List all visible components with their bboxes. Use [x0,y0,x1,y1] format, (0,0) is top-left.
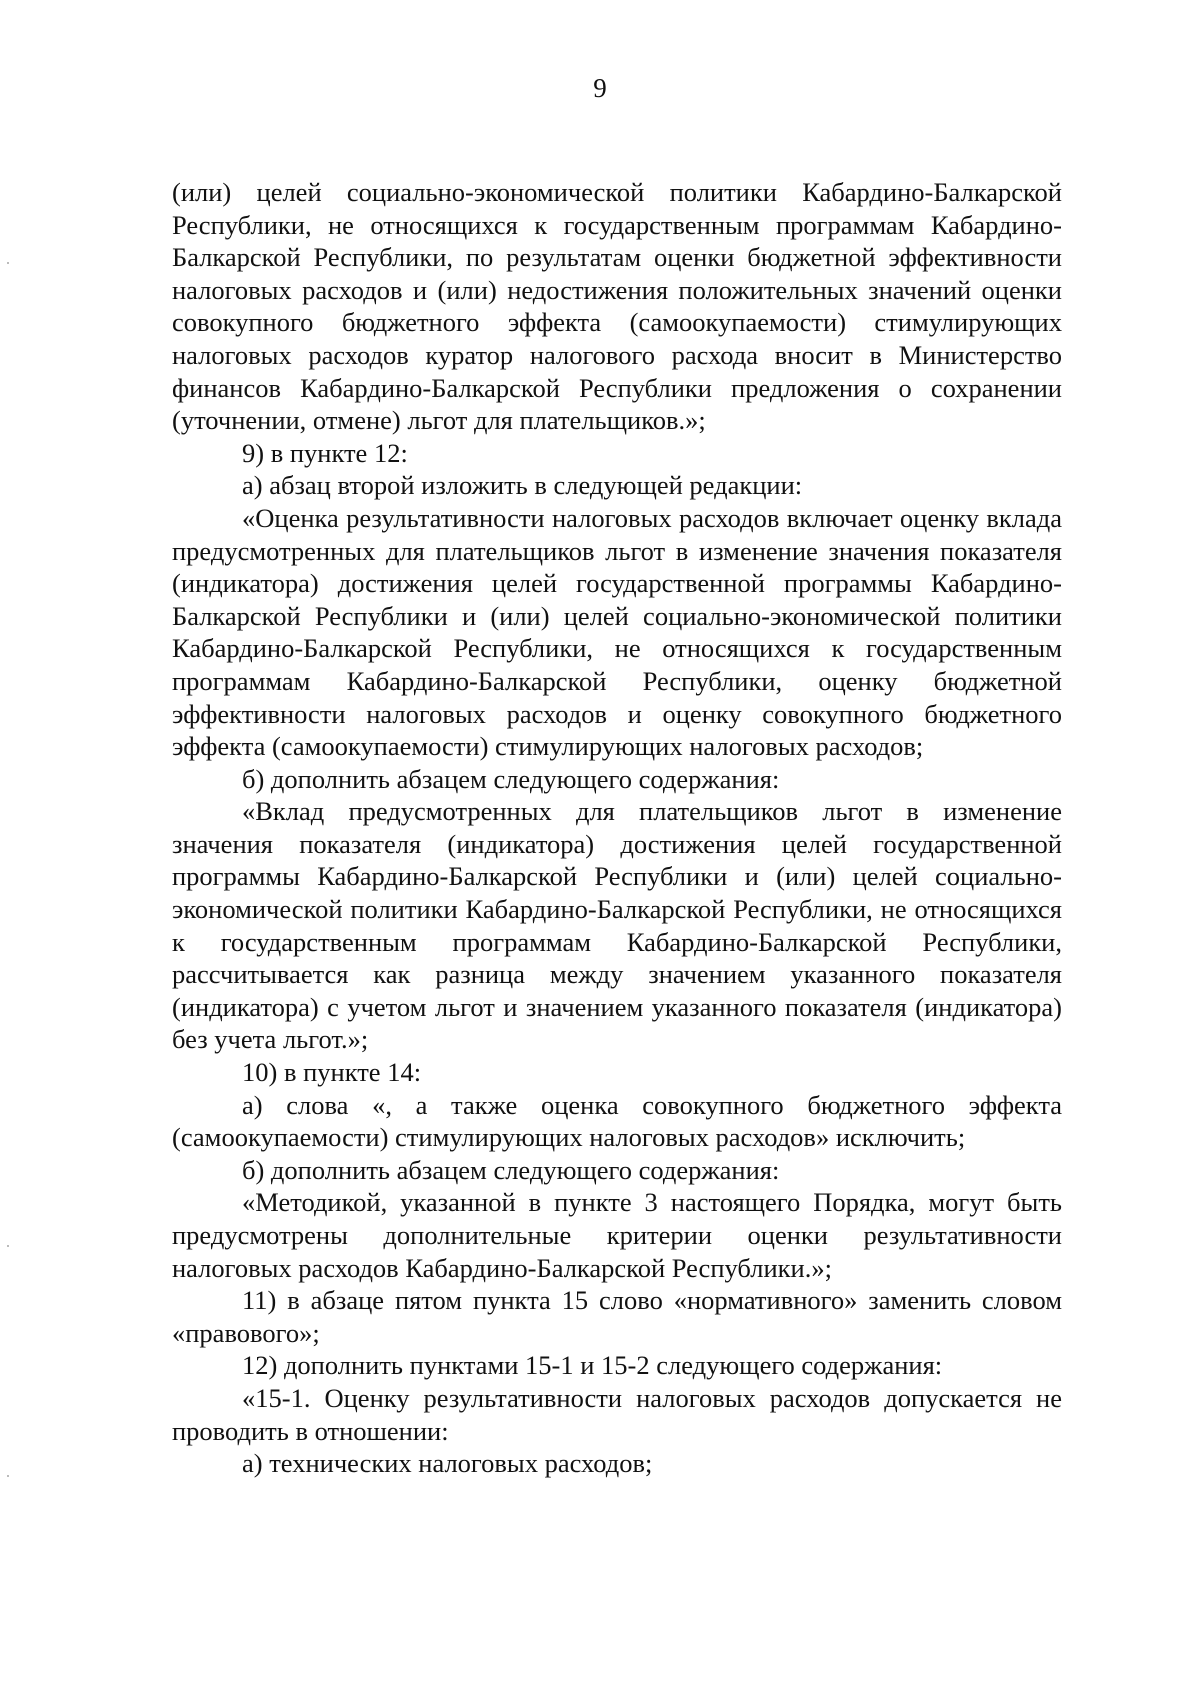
paragraph-11: 11) в абзаце пятом пункта 15 слово «нормативного» заменить словом «правового»; [172,1285,1062,1348]
paragraph-7: 10) в пункте 14: [242,1057,422,1088]
paragraph-5: б) дополнить абзацем следующего содержания: [242,763,780,794]
scan-artifact-mark [7,1475,9,1477]
paragraph-3: а) абзац второй изложить в следующей редакции: [242,470,803,501]
paragraph-12: 12) дополнить пунктами 15-1 и 15-2 следующего содержания: [242,1350,943,1381]
paragraph-4: «Оценка результативности налоговых расходов включает оценку вклада предусмотренных для плательщиков льгот в изменение значения показателя (индикатора) достижения целей государственной программы Кабардино-Балкарской Республики и (или) целей социально-экономической политики Кабардино-Балкарской Республики, не относящихся к государственным программам Кабардино-Балкарской Республики, оценку бюджетной эффективности налоговых расходов и оценку совокупного бюджетного эффекта (самоокупаемости) стимулирующих налоговых расходов; [172,502,1062,762]
page-number: 9 [593,73,607,103]
paragraph-6: «Вклад предусмотренных для плательщиков льгот в изменение значения показателя (индикатора) достижения целей государственной программы Кабардино-Балкарской Республики и (или) целей социально-экономической политики Кабардино-Балкарской Республики, не относящихся к государственным программам Кабардино-Балкарской Республики, рассчитывается как разница между значением указанного показателя (индикатора) с учетом льгот и значением указанного показателя (индикатора) без учета льгот.»; [172,796,1062,1055]
paragraph-8: а) слова «, а также оценка совокупного бюджетного эффекта (самоокупаемости) стимулирующих налоговых расходов» исключить; [172,1089,1062,1153]
scan-artifact-mark [7,1245,9,1247]
paragraph-13: «15-1. Оценку результативности налоговых расходов допускается не проводить в отношении: [172,1382,1062,1446]
scan-artifact-mark [7,262,9,264]
paragraph-2: 9) в пункте 12: [242,437,408,468]
paragraph-10: «Методикой, указанной в пункте 3 настоящего Порядка, могут быть предусмотрены дополнительные критерии оценки результативности налоговых расходов Кабардино-Балкарской Республики.»; [172,1187,1062,1283]
paragraph-9: б) дополнить абзацем следующего содержания: [242,1154,780,1185]
document-body [172,176,1062,1480]
paragraph-1: (или) целей социально-экономической политики Кабардино-Балкарской Республики, не относящихся к государственным программам Кабардино-Балкарской Республики, по результатам оценки бюджетной эффективности налоговых расходов и (или) недостижения положительных значений оценки совокупного бюджетного эффекта (самоокупаемости) стимулирующих налоговых расходов куратор налогового расхода вносит в Министерство финансов Кабардино-Балкарской Республики предложения о сохранении (уточнении, отмене) льгот для плательщиков.»; [172,177,1062,436]
paragraph-14: а) технических налоговых расходов; [242,1448,653,1479]
